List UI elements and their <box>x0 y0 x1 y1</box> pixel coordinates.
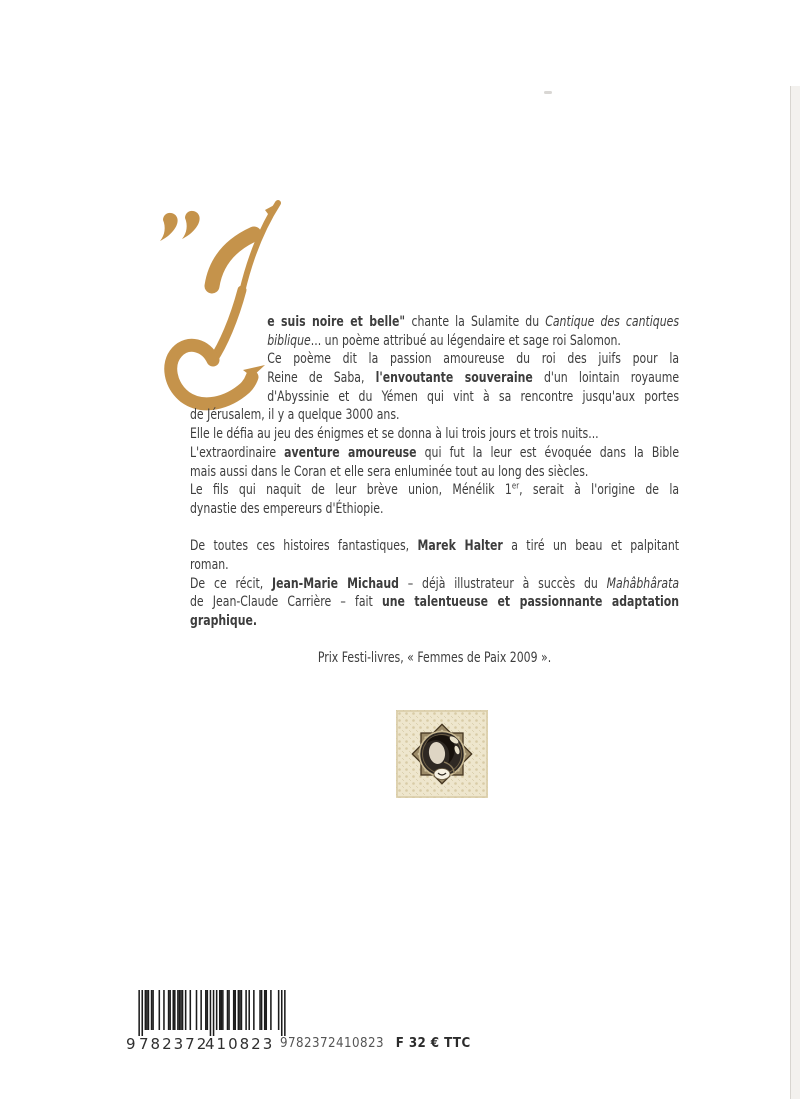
scan-smudge <box>544 91 552 94</box>
text-line: e suis noire et belle" chante la Sulamite du Cantique des cantiques <box>267 314 680 330</box>
text-line: de Jean-Claude Carrière – fait une talentueuse et passionnante adaptation <box>190 594 680 611</box>
isbn-price-line <box>280 1035 471 1051</box>
publisher-emblem-icon <box>396 710 488 798</box>
text-line: De toutes ces histoires fantastiques, Marek Halter a tiré un beau et palpitant <box>190 538 680 555</box>
barcode-digits <box>126 1035 275 1053</box>
barcode-digit-group: 9 <box>126 1035 136 1053</box>
text-line: de Jérusalem, il y a quelque 3000 ans. <box>190 407 400 424</box>
text-line: graphique. <box>190 613 258 629</box>
price-text: F 32 € TTC <box>395 1035 471 1051</box>
text-line: roman. <box>190 556 229 573</box>
text-line: dynastie des empereurs d'Éthiopie. <box>190 500 384 517</box>
text-line: Reine de Saba, l'envoutante souveraine d'un lointain royaume <box>267 370 680 387</box>
text-line: Ce poème dit la passion amoureuse du roi des juifs pour la <box>267 351 680 368</box>
isbn-text: 9782372410823 <box>280 1035 384 1051</box>
text-line: Elle le défia au jeu des énigmes et se donna à lui trois jours et trois nuits... <box>190 426 599 443</box>
text-line: De ce récit, Jean-Marie Michaud – déjà illustrateur à succès du Mahâbhârata <box>190 575 680 592</box>
text-line: d'Abyssinie et du Yémen qui vint à sa rencontre jusqu'aux portes <box>267 388 680 405</box>
barcode-digit-group: 782372 <box>139 1035 209 1053</box>
text-line: mais aussi dans le Coran et elle sera enluminée tout au long des siècles. <box>190 463 589 480</box>
scan-edge-strip <box>791 86 800 1099</box>
ean-barcode-bars <box>138 990 286 1037</box>
award-line: Prix Festi-livres, « Femmes de Paix 2009 ». <box>317 650 552 667</box>
barcode-digit-group: 410823 <box>205 1035 275 1053</box>
scan-edge-line <box>790 86 791 1099</box>
text-line: biblique... un poème attribué au légendaire et sage roi Salomon. <box>267 332 621 349</box>
opening-quote-icon <box>160 211 200 241</box>
back-cover-text-block <box>190 313 679 668</box>
text-line: L'extraordinaire aventure amoureuse qui fut la leur est évoquée dans la Bible <box>190 444 680 461</box>
text-line: Le fils qui naquit de leur brève union, Ménélik 1er, serait à l'origine de la <box>190 481 680 499</box>
